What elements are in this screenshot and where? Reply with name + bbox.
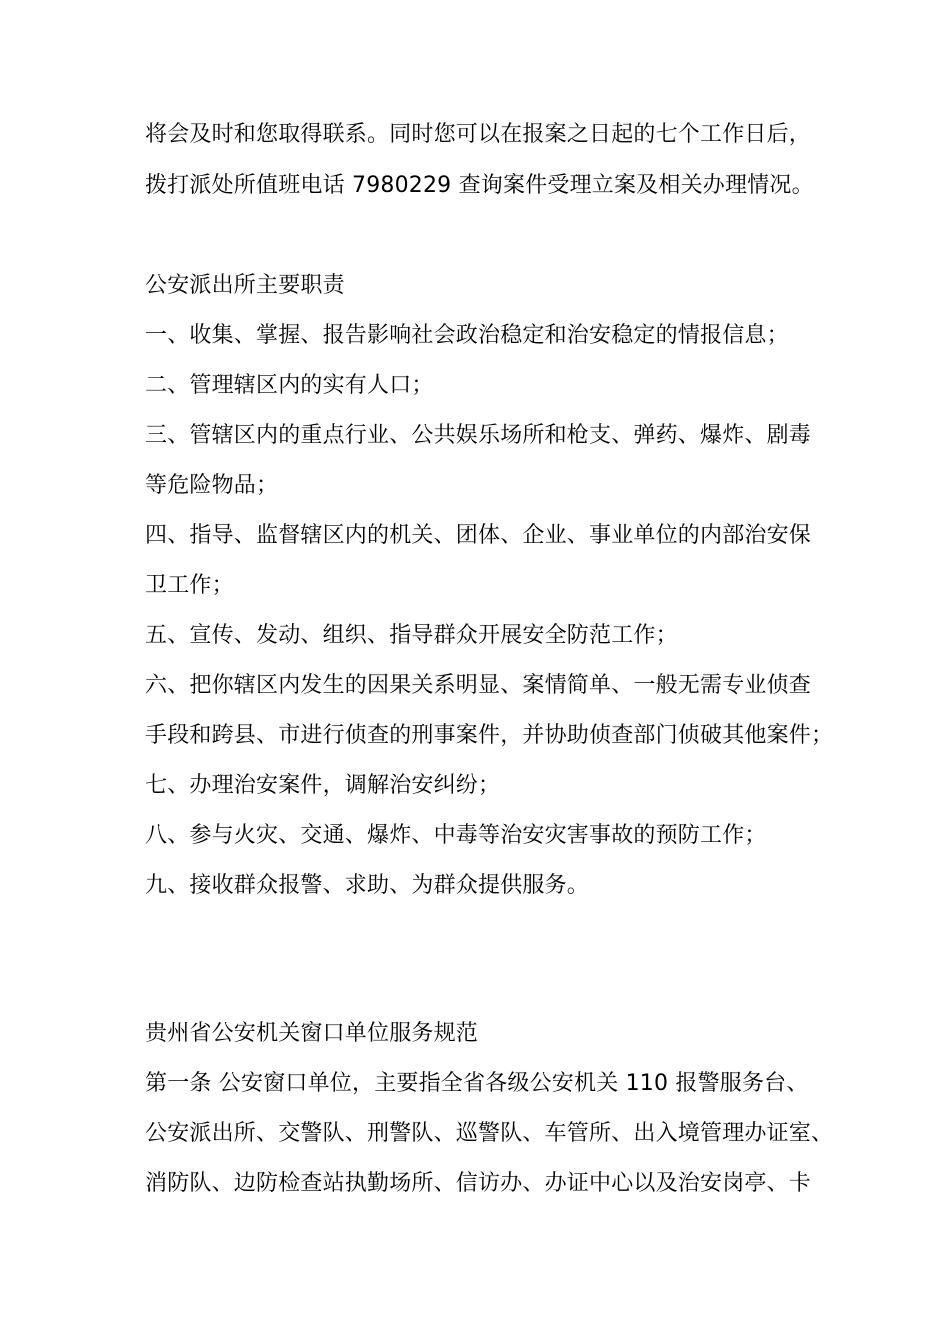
norms-line-1: 第一条 公安窗口单位，主要指全省各级公安机关 110 报警服务台、 [145, 1071, 809, 1096]
intro-line-2: 拨打派处所值班电话 7980229 查询案件受理立案及相关办理情况。 [145, 173, 814, 198]
norms-line-3: 消防队、边防检查站执勤场所、信访办、办证中心以及治安岗亭、卡 [145, 1171, 812, 1196]
duty-line-9: 手段和跨县、市进行侦查的刑事案件，并协助侦查部门侦破其他案件； [145, 723, 834, 748]
duty-line-7: 五、宣传、发动、组织、指导群众开展安全防范工作； [145, 623, 678, 648]
duty-line-10: 七、办理治安案件，调解治安纠纷； [145, 773, 501, 798]
duty-line-12: 九、接收群众报警、求助、为群众提供服务。 [145, 873, 590, 898]
duty-line-5: 四、指导、监督辖区内的机关、团体、企业、事业单位的内部治安保 [145, 523, 812, 548]
norms-title: 贵州省公安机关窗口单位服务规范 [145, 1021, 479, 1046]
duty-line-2: 二、管理辖区内的实有人口； [145, 373, 434, 398]
duty-line-4: 等危险物品； [145, 473, 279, 498]
duty-line-6: 卫工作； [145, 573, 234, 598]
duty-line-8: 六、把你辖区内发生的因果关系明显、案情简单、一般无需专业侦查 [145, 673, 812, 698]
duty-line-11: 八、参与火灾、交通、爆炸、中毒等治安灾害事故的预防工作； [145, 823, 767, 848]
duty-line-3: 三、管辖区内的重点行业、公共娱乐场所和枪支、弹药、爆炸、剧毒 [145, 423, 812, 448]
norms-line-2: 公安派出所、交警队、刑警队、巡警队、车管所、出入境管理办证室、 [145, 1121, 834, 1146]
duty-line-1: 一、收集、掌握、报告影响社会政治稳定和治安稳定的情报信息； [145, 323, 789, 348]
duties-title: 公安派出所主要职责 [145, 273, 345, 298]
intro-line-1: 将会及时和您取得联系。同时您可以在报案之日起的七个工作日后， [145, 122, 812, 147]
